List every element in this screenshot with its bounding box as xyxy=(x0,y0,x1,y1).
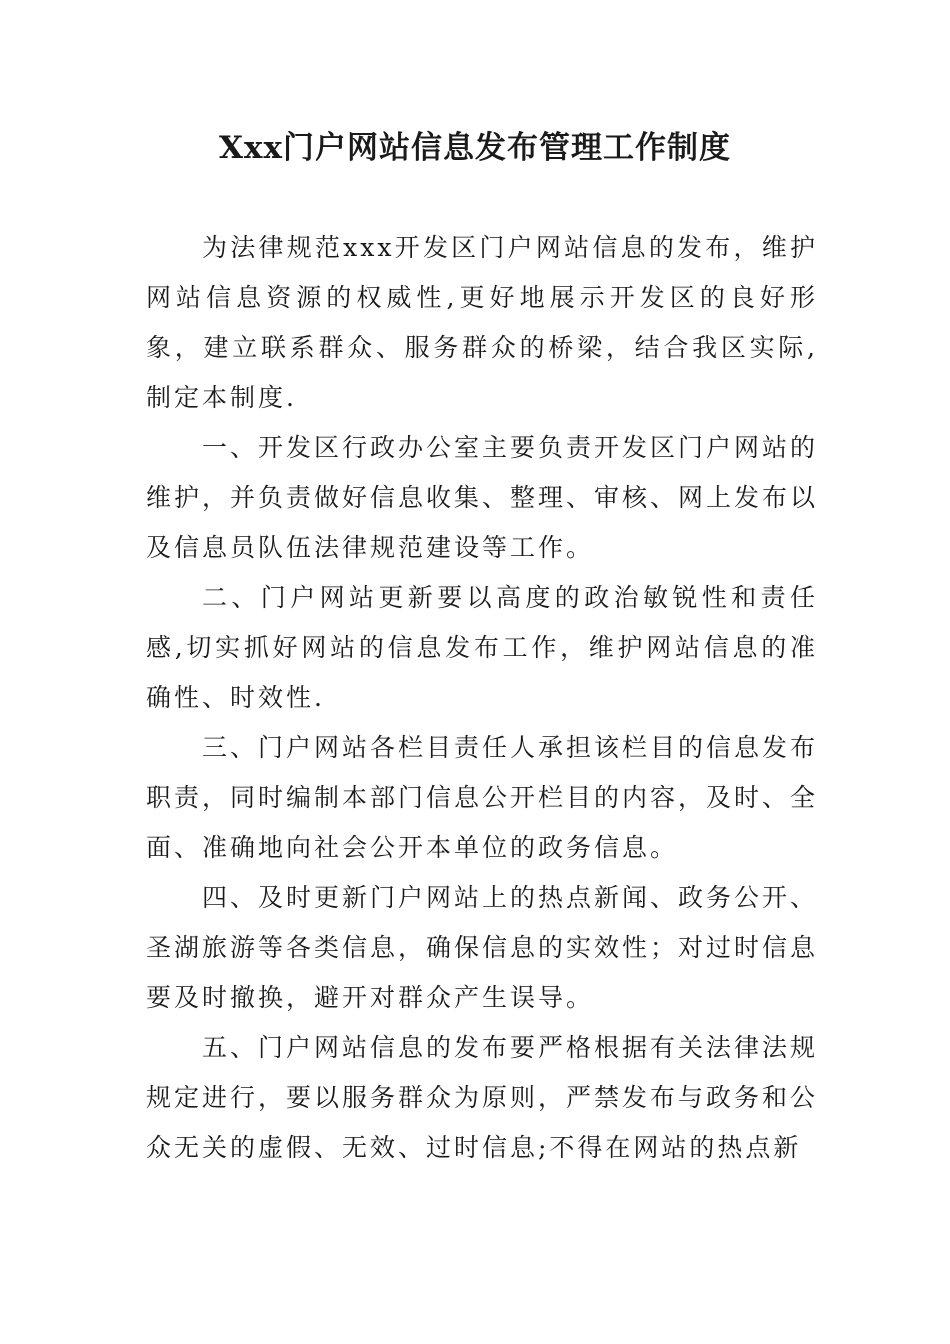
document-body xyxy=(146,223,818,1173)
paragraph-item-5: 五、门户网站信息的发布要严格根据有关法律法规规定进行，要以服务群众为原则，严禁发布与政务和公众无关的虚假、无效、过时信息;不得在网站的热点新 xyxy=(146,1033,819,1162)
paragraph-intro: 为法律规范xxx开发区门户网站信息的发布，维护网站信息资源的权威性,更好地展示开发区的良好形象，建立联系群众、服务群众的桥梁，结合我区实际,制定本制度. xyxy=(146,233,818,412)
paragraph-item-2: 二、门户网站更新要以高度的政治敏锐性和责任感,切实抓好网站的信息发布工作，维护网站信息的准确性、时效性. xyxy=(146,583,818,712)
paragraph-item-3: 三、门户网站各栏目责任人承担该栏目的信息发布职责，同时编制本部门信息公开栏目的内容，及时、全面、准确地向社会公开本单位的政务信息。 xyxy=(146,733,819,862)
paragraph-item-4: 四、及时更新门户网站上的热点新闻、政务公开、圣湖旅游等各类信息，确保信息的实效性；对过时信息要及时撤换，避开对群众产生误导。 xyxy=(146,883,819,1012)
document-title: Xxx门户网站信息发布管理工作制度 xyxy=(218,130,731,166)
paragraph-item-1: 一、开发区行政办公室主要负责开发区门户网站的维护，并负责做好信息收集、整理、审核、网上发布以及信息员队伍法律规范建设等工作。 xyxy=(146,433,819,562)
